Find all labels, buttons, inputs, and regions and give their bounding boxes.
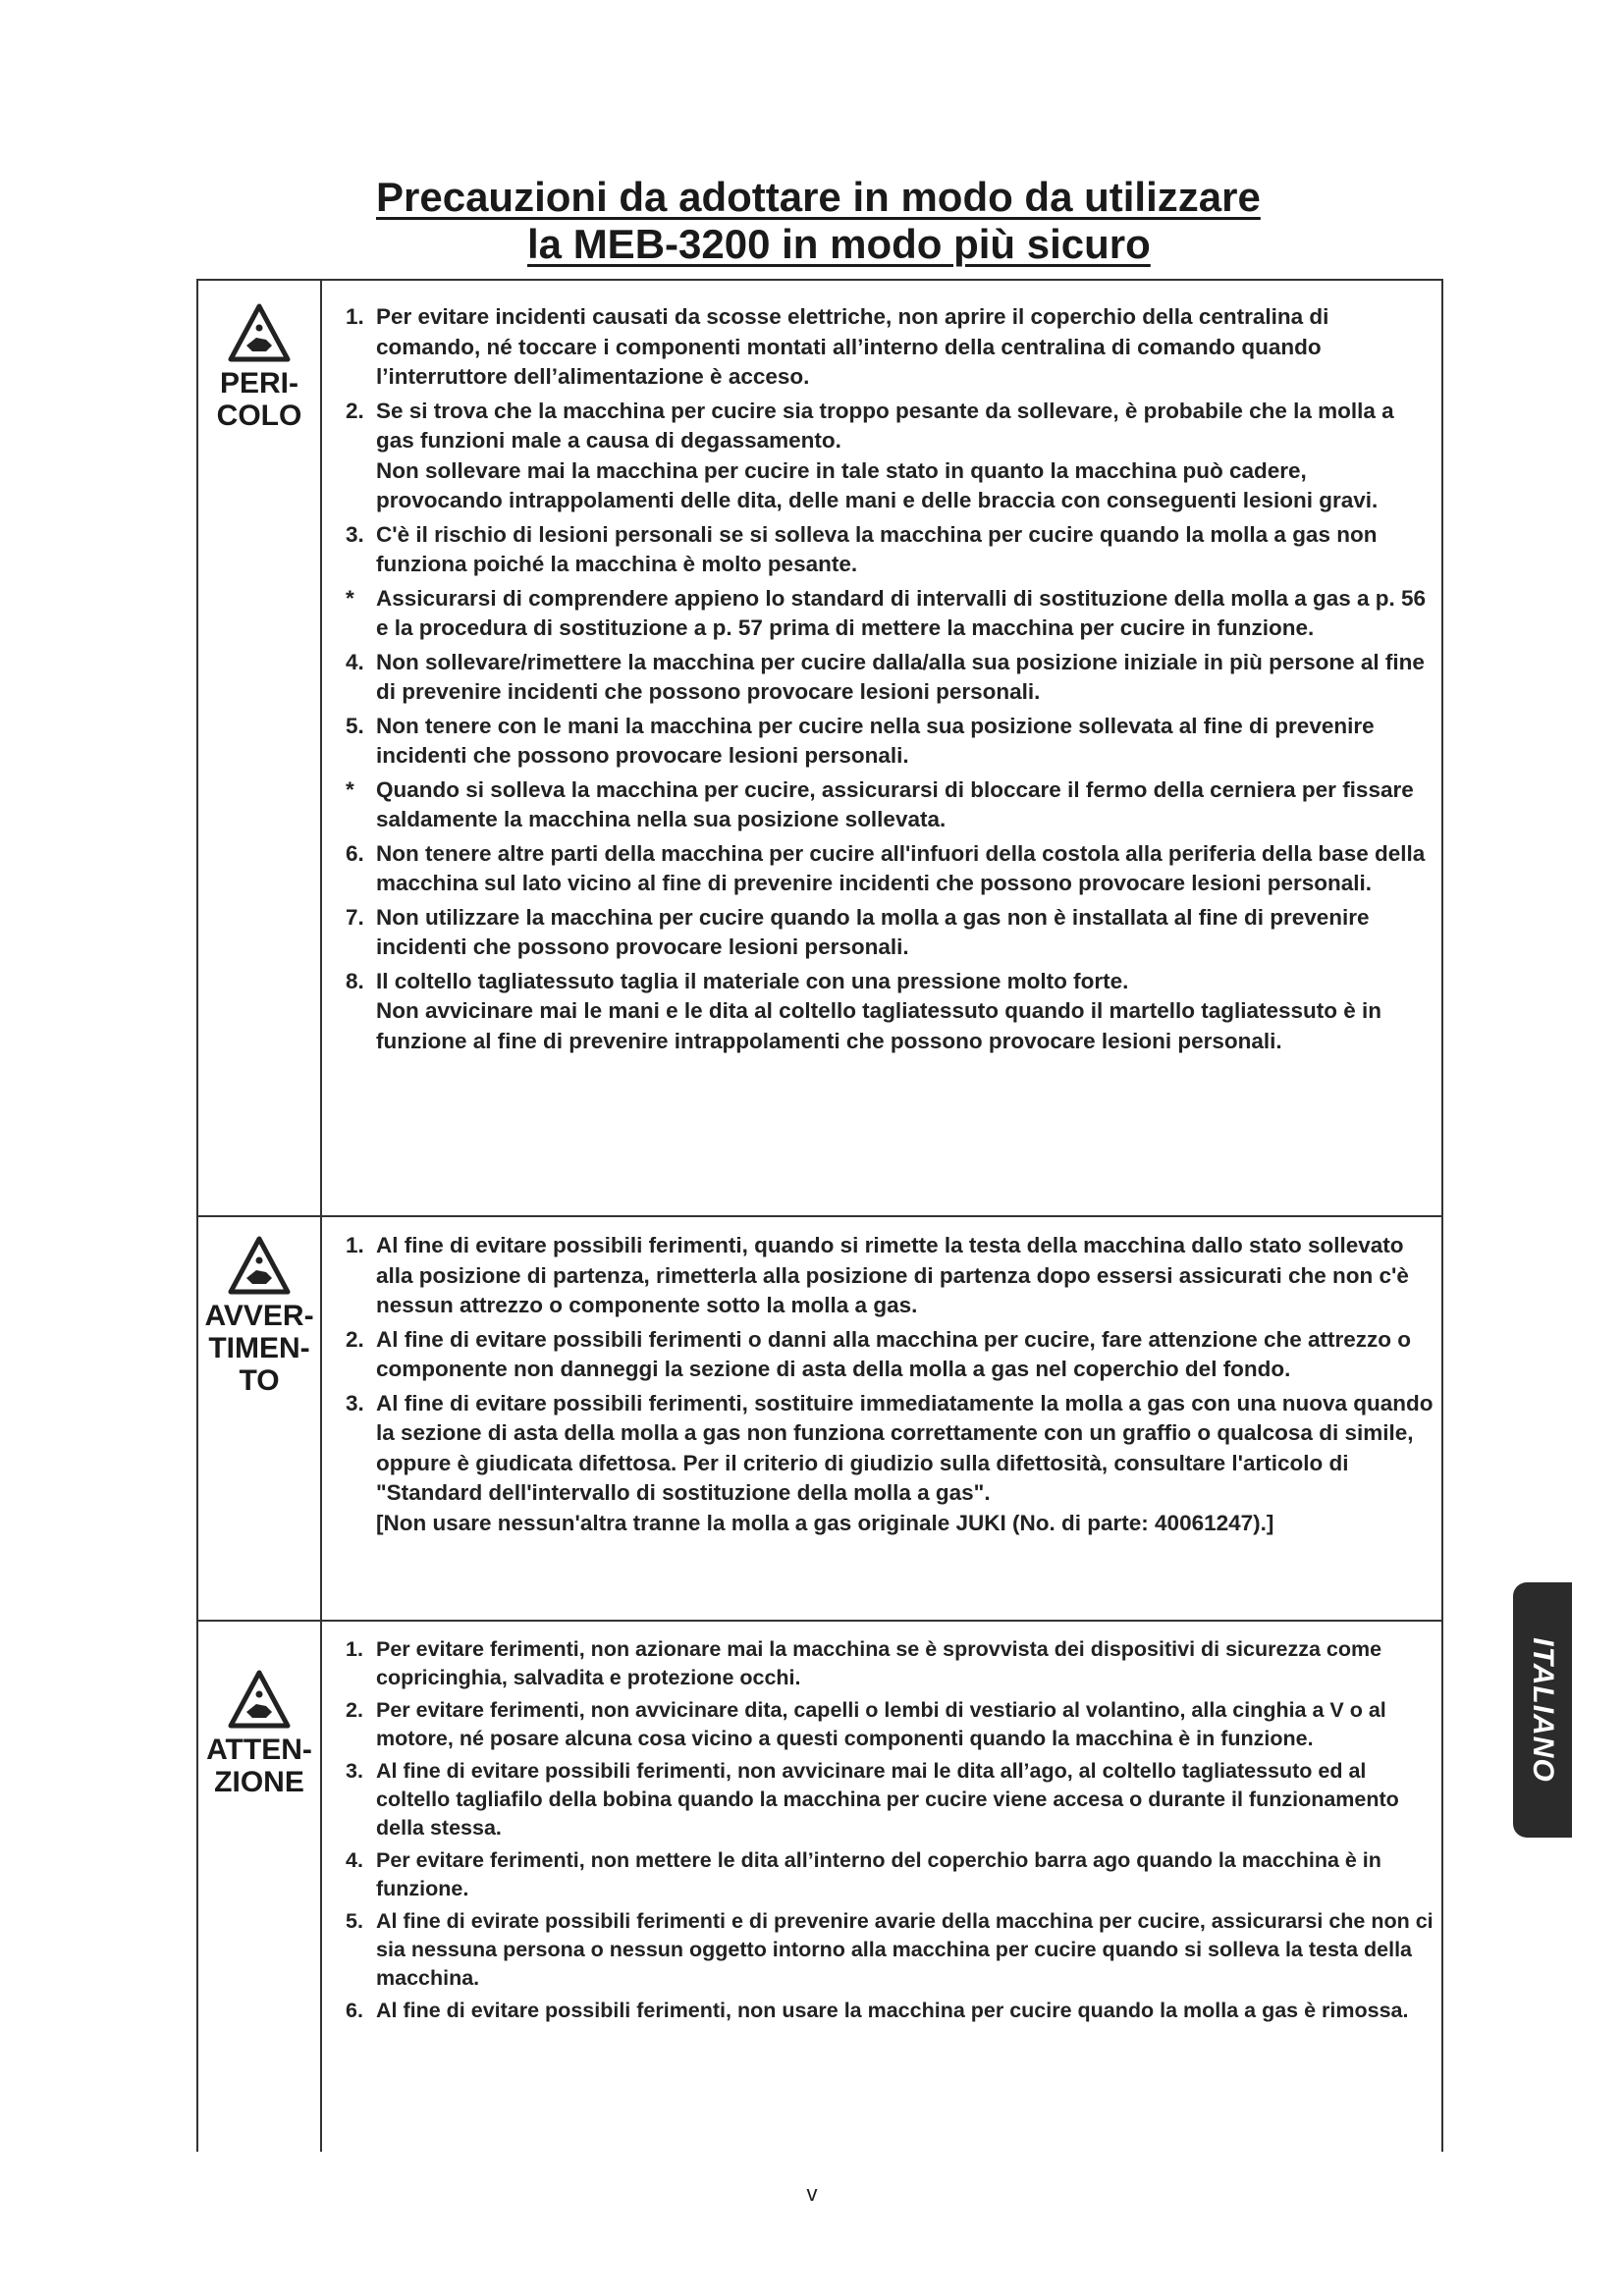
- list-item: [346, 1325, 1434, 1385]
- section-label-col: [196, 302, 322, 432]
- list-item: [346, 1231, 1434, 1321]
- item-text: Quando si solleva la macchina per cucire, assicurarsi di bloccare il fermo della cerniera per fissare saldamente la macchina nella sua posizione sollevata.: [376, 776, 1414, 831]
- list-item: [346, 839, 1434, 899]
- item-text: Per evitare ferimenti, non mettere le dita all’interno del coperchio barra ago quando la macchina è in funzione.: [376, 1848, 1381, 1900]
- item-text: Se si trova che la macchina per cucire sia troppo pesante da sollevare, è probabile che la molla a gas funzioni male a causa di degassamento. Non sollevare mai la macchina per cucire in tale stato in quanto la macchina può cadere, provocando intrappolamenti delle dita, delle mani e delle braccia con conseguenti lesioni gravi.: [376, 398, 1394, 512]
- item-text: Al fine di evitare possibili ferimenti, quando si rimette la testa della macchina dallo stato sollevato alla posizione di partenza, rimetterla alla posizione di partenza dopo essersi assicurati che non c'è nessun attrezzo o componente sotto la molla a gas.: [376, 1233, 1409, 1317]
- list-item: [346, 1997, 1434, 2025]
- item-number: 3.: [346, 1759, 363, 1783]
- item-number: 1.: [346, 304, 364, 329]
- safety-table: [196, 279, 1443, 2152]
- section-label: ATTEN- ZIONE: [206, 1734, 312, 1798]
- title-line-1: Precauzioni da adottare in modo da utilizzare: [376, 174, 1261, 220]
- item-text: Al fine di evirate possibili ferimenti e di prevenire avarie della macchina per cucire, assicurarsi che non ci sia nessuna persona o nessun oggetto intorno alla macchina per cucire quando si solleva la testa della macchina.: [376, 1909, 1434, 1990]
- section-label-col: [196, 1669, 322, 1798]
- item-number: *: [346, 776, 354, 802]
- list-item: [346, 1389, 1434, 1539]
- item-text: C'è il rischio di lesioni personali se si solleva la macchina per cucire quando la molla a gas non funziona poiché la macchina è molto pesante.: [376, 521, 1378, 576]
- item-number: 3.: [346, 1390, 364, 1415]
- section-avvertimento: [196, 1215, 1443, 1620]
- item-text: Al fine di evitare possibili ferimenti, non avvicinare mai le dita all’ago, al coltello tagliatessuto ed al coltello tagliafilo della bobina quando la macchina per cucire viene accesa o durante il funzionamento della stessa.: [376, 1759, 1399, 1840]
- section-label: PERI- COLO: [216, 367, 302, 432]
- item-text: Non tenere con le mani la macchina per cucire nella sua posizione sollevata al fine di prevenire incidenti che possono provocare lesioni personali.: [376, 713, 1375, 768]
- item-number: 4.: [346, 1848, 363, 1872]
- item-text: Assicurarsi di comprendere appieno lo standard di intervalli di sostituzione della molla a gas a p. 56 e la procedura di sostituzione a p. 57 prima di mettere la macchina per cucire in funzione.: [376, 585, 1427, 640]
- item-number: 6.: [346, 840, 364, 866]
- language-tab-label: ITALIANO: [1527, 1637, 1559, 1783]
- list-item: [346, 302, 1434, 393]
- item-text: Per evitare ferimenti, non avvicinare dita, capelli o lembi di vestiario al volantino, alla cinghia a V o al motore, né posare alcuna cosa vicino a questi componenti quando la macchina è in funzione.: [376, 1698, 1386, 1750]
- item-number: 7.: [346, 904, 364, 930]
- item-text: Il coltello tagliatessuto taglia il materiale con una pressione molto forte. Non avvicinare mai le mani e le dita al coltello tagliatessuto quando il martello tagliatessuto è in funzione al fine di prevenire intrappolamenti che possono provocare lesioni personali.: [376, 968, 1382, 1053]
- list-item: [346, 903, 1434, 963]
- item-text: Non utilizzare la macchina per cucire quando la molla a gas non è installata al fine di prevenire incidenti che possono provocare lesioni personali.: [376, 904, 1370, 959]
- item-text: Per evitare ferimenti, non azionare mai la macchina se è sprovvista dei dispositivi di sicurezza come copricinghia, salvadita e protezione occhi.: [376, 1637, 1382, 1689]
- list-item: [346, 584, 1434, 644]
- item-list: [346, 1231, 1434, 1542]
- list-item: [346, 1696, 1434, 1753]
- item-number: 2.: [346, 1698, 363, 1722]
- list-item: [346, 1635, 1434, 1692]
- list-item: [346, 648, 1434, 708]
- item-text: Al fine di evitare possibili ferimenti, sostituire immediatamente la molla a gas con una nuova quando la sezione di asta della molla a gas non funziona correttamente con un graffio o qualcosa di simile, oppure è giudicata difettosa. Per il criterio di giudizio sulla difettosità, consultare l'articolo di "Standard dell'intervallo di sostituzione della molla a gas". [Non usare nessun'altra tranne la molla a gas originale JUKI (No. di parte: 40061247).]: [376, 1390, 1434, 1535]
- section-attenzione: [196, 1620, 1443, 2152]
- item-number: 6.: [346, 1999, 363, 2022]
- item-text: Per evitare incidenti causati da scosse elettriche, non aprire il coperchio della centralina di comando, né toccare i componenti montati all’interno della centralina di comando quando l’interruttore dell’alimentazione è acceso.: [376, 304, 1329, 389]
- item-number: 5.: [346, 713, 364, 738]
- item-number: 5.: [346, 1909, 363, 1933]
- title-line-2: la MEB-3200 in modo più sicuro: [527, 221, 1151, 267]
- list-item: [346, 712, 1434, 772]
- section-pericolo: [196, 281, 1443, 1215]
- list-item: [346, 1757, 1434, 1842]
- item-number: 1.: [346, 1637, 363, 1661]
- page-number: v: [806, 2181, 818, 2206]
- list-item: [346, 397, 1434, 516]
- item-number: 4.: [346, 649, 364, 674]
- item-number: *: [346, 585, 354, 611]
- item-number: 2.: [346, 398, 364, 423]
- list-item: [346, 520, 1434, 580]
- list-item: [346, 1907, 1434, 1993]
- list-item: [346, 967, 1434, 1057]
- warning-hand-icon: [227, 1669, 292, 1730]
- warning-hand-icon: [227, 1235, 292, 1296]
- list-item: [346, 1846, 1434, 1903]
- section-label: AVVER- TIMEN- TO: [204, 1300, 314, 1397]
- item-text: Al fine di evitare possibili ferimenti o danni alla macchina per cucire, fare attenzione che attrezzo o componente non danneggi la sezione di asta della molla a gas nel coperchio del fondo.: [376, 1326, 1412, 1381]
- warning-hand-icon: [227, 302, 292, 363]
- item-text: Non sollevare/rimettere la macchina per cucire dalla/alla sua posizione iniziale in più persone al fine di prevenire incidenti che possono provocare lesioni personali.: [376, 649, 1425, 704]
- language-tab: [1513, 1582, 1572, 1838]
- list-item: [346, 775, 1434, 835]
- item-text: Al fine di evitare possibili ferimenti, non usare la macchina per cucire quando la molla a gas è rimossa.: [376, 1999, 1409, 2022]
- item-number: 2.: [346, 1326, 364, 1352]
- section-label-col: [196, 1235, 322, 1397]
- item-list: [346, 1635, 1434, 2029]
- item-text: Non tenere altre parti della macchina per cucire all'infuori della costola alla periferia della base della macchina sul lato vicino al fine di prevenire incidenti che possono provocare lesioni personali.: [376, 840, 1426, 895]
- item-number: 3.: [346, 521, 364, 547]
- item-list: [346, 302, 1434, 1060]
- item-number: 1.: [346, 1233, 364, 1257]
- item-number: 8.: [346, 968, 364, 993]
